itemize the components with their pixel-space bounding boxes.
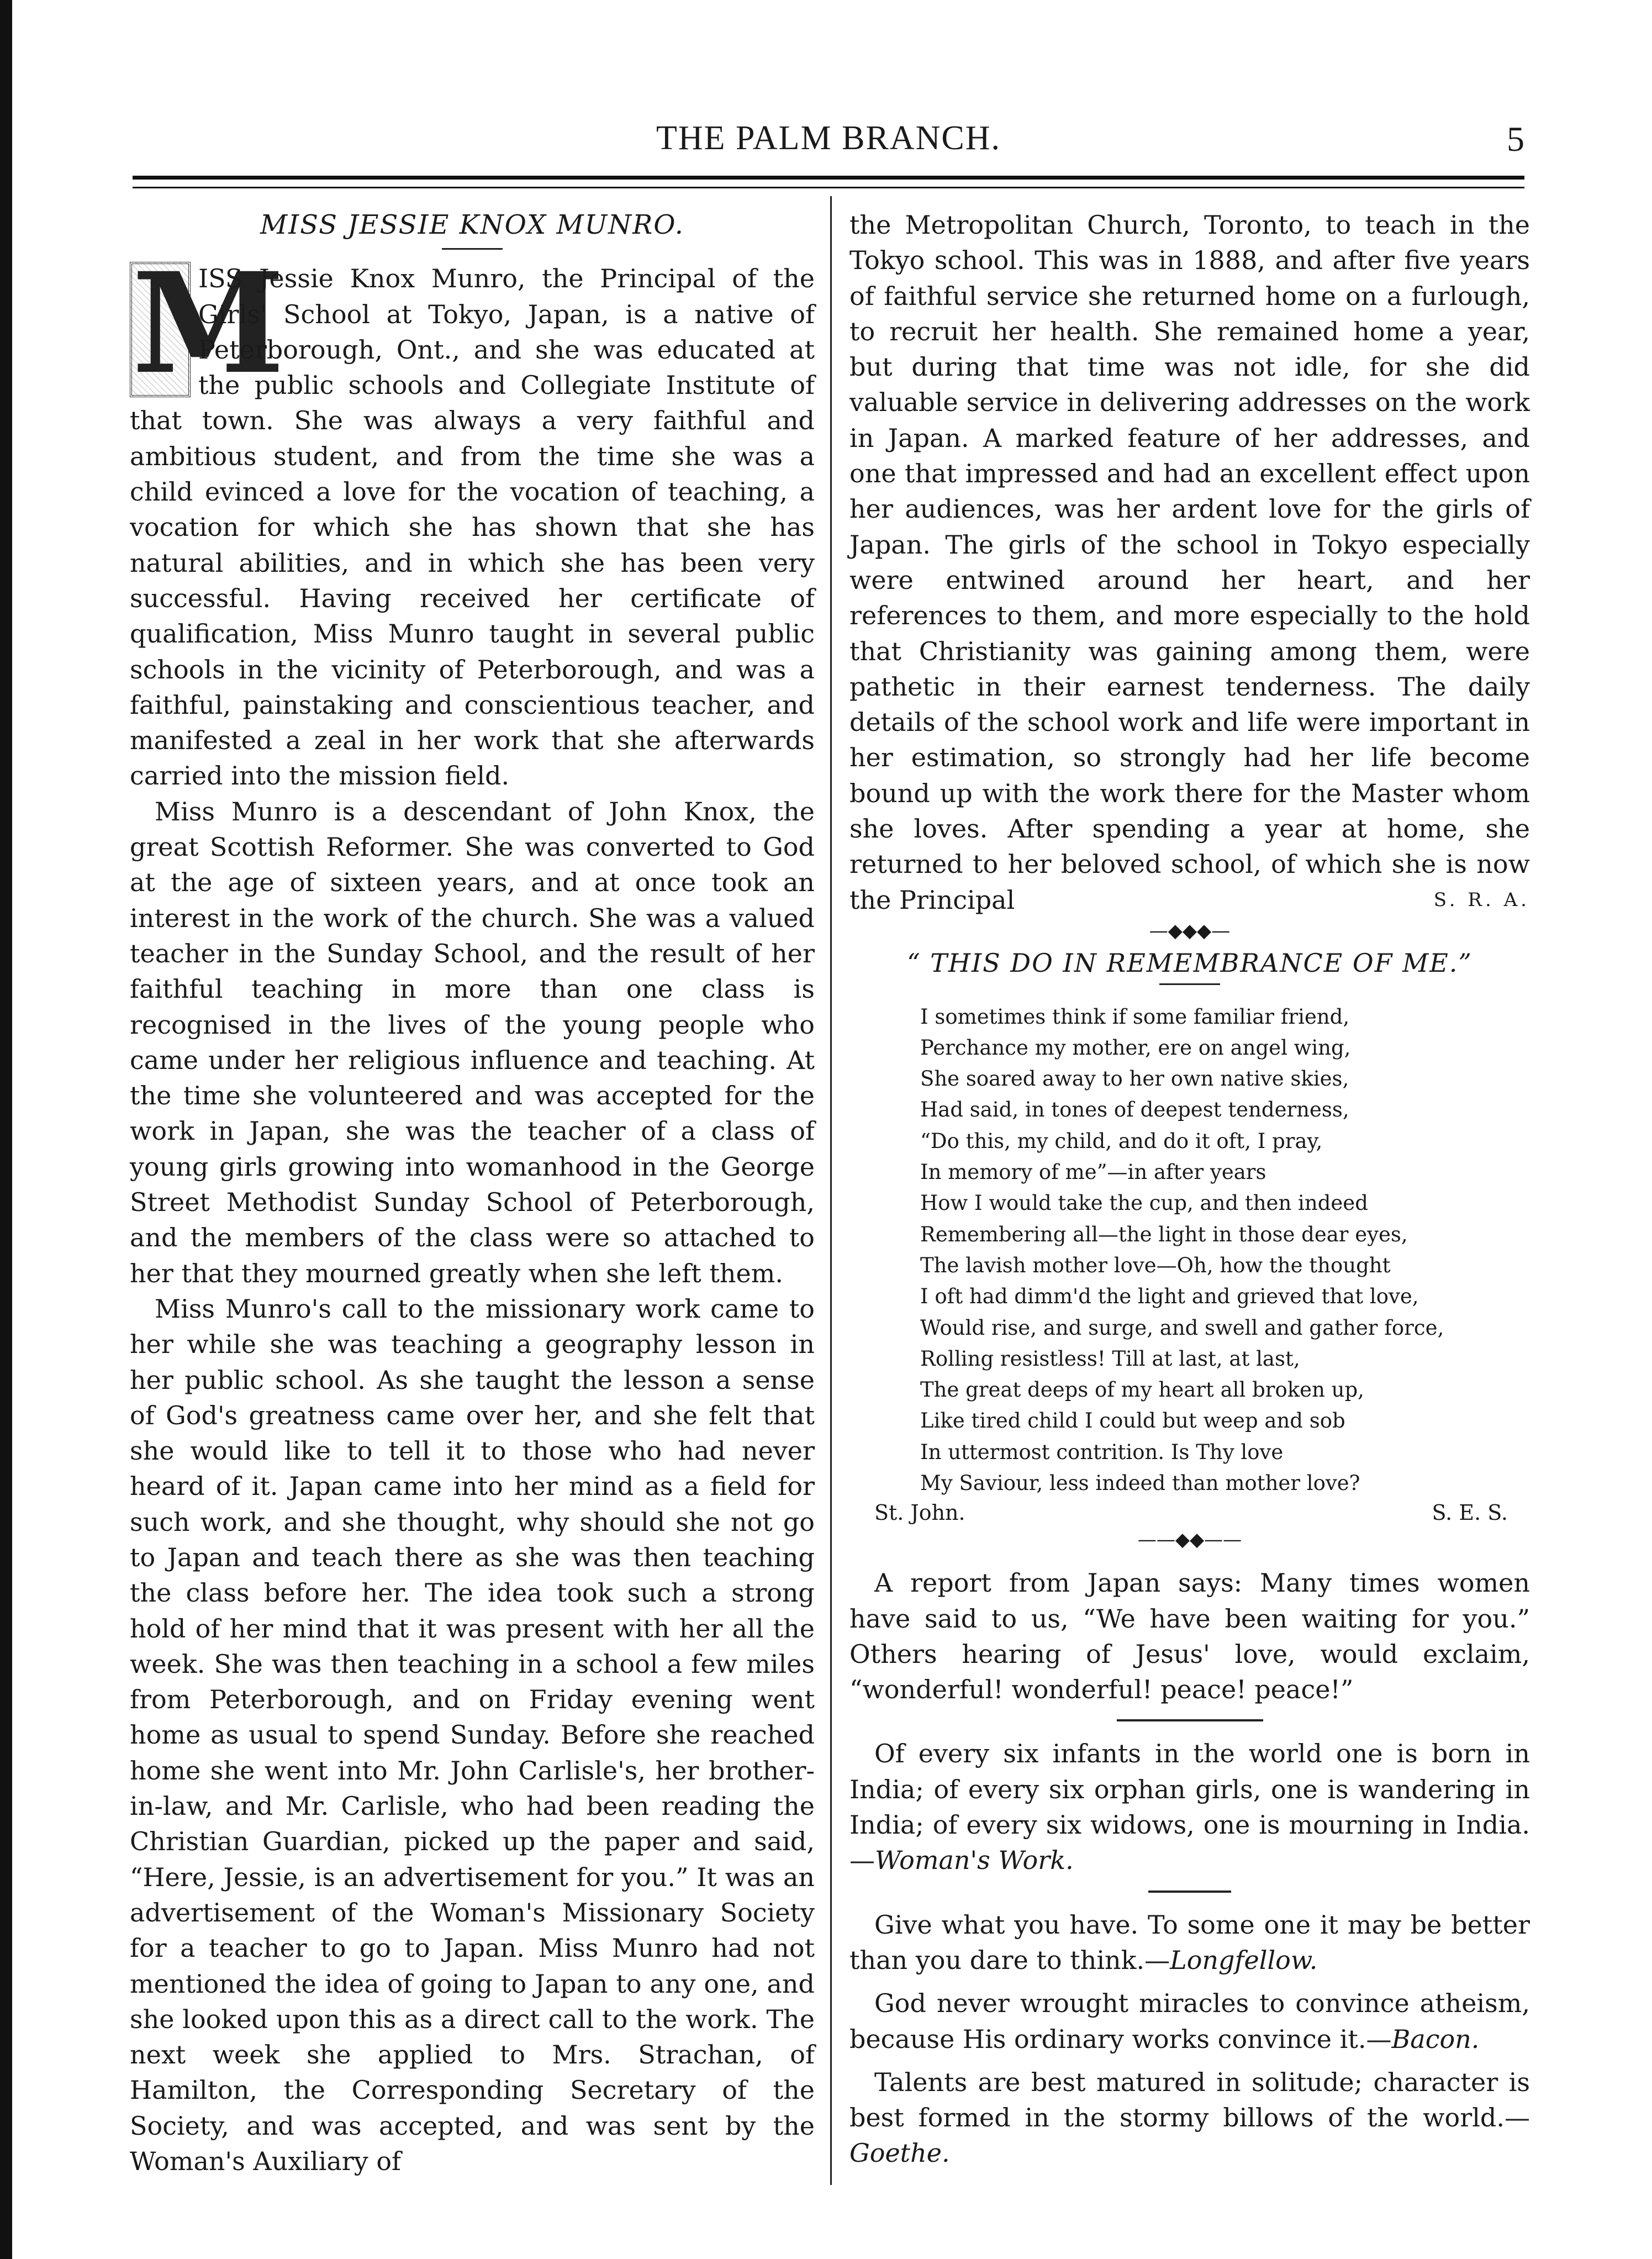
india-paragraph: [849, 1736, 1530, 1878]
paragraph-text: ISS Jessie Knox Munro, the Principal of the Girls' School at Tokyo, Japan, is a native of Peterborough, Ont., and she was educated at the public schools and Collegiate Institute of that town. She was always a very faithful and ambitious student, and from the time she was a child evinced a love for the vocation of teaching, a vocation for which she has shown that she has natural abilities, and in which she has been very successful. Having received her certificate of qualification, Miss Munro taught in several public schools in the vicinity of Peterborough, and was a faithful, painstaking and conscientious teacher, and manifested a zeal in her work that she afterwards carried into the mission field.: [130, 264, 815, 791]
page-header: [133, 119, 1524, 163]
article-paragraph-2: Miss Munro is a descendant of John Knox, the great Scottish Reformer. She was converted to God at the age of sixteen years, and at once took an interest in the work of the church. She was a valued teacher in the Sunday School, and the result of her faithful teaching in more than one class is recognised in the lives of the young people who came under her religious influence and teaching. At the time she volunteered and was accepted for the work in Japan, she was the teacher of a class of young girls growing into womanhood in the George Street Methodist Sunday School of Peterborough, and the members of the class were so attached to her that they mourned greatly when she left them.: [130, 796, 815, 1288]
article-paragraph-1: [130, 242, 815, 793]
poem-title: “ THIS DO IN REMEMBRANCE OF ME.”: [907, 948, 1472, 978]
article-signoff: S. R. A.: [1433, 888, 1530, 911]
poem-author: S. E. S.: [1432, 1500, 1508, 1525]
ornament-divider: ——◆◆——: [1137, 1529, 1242, 1551]
paragraph-text: Give what you have. To some one it may be better than you dare to think.—: [849, 1909, 1530, 1975]
japan-report-paragraph: A report from Japan says: Many times women have said to us, “We have been waiting for you.” Others hearing of Jesus' love, would exclaim, “wonderful! wonderful! peace! peace!”: [849, 1568, 1530, 1705]
poem-line: How I would take the cup, and then indeed: [920, 1191, 1368, 1215]
header-rule-thick: [133, 176, 1524, 180]
title-rule: [442, 248, 503, 250]
section-divider: [1148, 1891, 1231, 1893]
right-column: [849, 207, 1530, 2171]
poem-line: I oft had dimm'd the light and grieved that love,: [920, 1284, 1419, 1309]
poem-body: [849, 1002, 1530, 1499]
poem-line: Rolling resistless! Till at last, at last,: [920, 1346, 1300, 1371]
poem-line: Remembering all—the light in those dear eyes,: [920, 1222, 1408, 1246]
poem-line: Would rise, and surge, and swell and gather force,: [920, 1315, 1444, 1340]
publication-title: THE PALM BRANCH.: [656, 119, 1001, 157]
dropcap-letter: M: [130, 262, 191, 397]
poem-footer: [849, 1499, 1530, 1526]
paragraph-text: Talents are best matured in solitude; character is best formed in the stormy billows of the world.—: [849, 2067, 1530, 2133]
poem-source: St. John.: [874, 1500, 965, 1525]
god-quote: [849, 1986, 1530, 2057]
poem-line: Had said, in tones of deepest tenderness,: [920, 1098, 1349, 1122]
poem-line: She soared away to her own native skies,: [920, 1067, 1349, 1091]
ornament-divider: —◆◆◆—: [1149, 920, 1231, 942]
article-title: MISS JESSIE KNOX MUNRO.: [260, 209, 685, 240]
article-paragraph-4: the Metropolitan Church, Toronto, to teach in the Tokyo school. This was in 1888, and after five years of faithful service she returned home on a furlough, to recruit her health. She remained home a year, but during that time was not idle, for she did valuable service in delivering addresses on the work in Japan. A marked feature of her addresses, and one that impressed and had an excellent effect upon her audiences, was her ardent love for the girls of Japan. The girls of the school in Tokyo especially were entwined around her heart, and her references to them, and more especially to the hold that Christianity was gaining among them, were pathetic in their earnest tenderness. The daily details of the school work and life were important in her estimation, so strongly had her life become bound up with the work there for the Master whom she loves. After spending a year at home, she returned to her beloved school, of which she is now the Principal: [849, 210, 1530, 915]
poem-line: I sometimes think if some familiar friend,: [920, 1004, 1350, 1029]
give-quote: [849, 1907, 1530, 1978]
quote-source: Longfellow.: [1170, 1945, 1318, 1975]
paragraph-text: Of every six infants in the world one is born in India; of every six orphan girls, one is wandering in India; of every six widows, one is mourning in India.—: [849, 1739, 1530, 1876]
poem-line: My Saviour, less indeed than mother love?: [920, 1471, 1360, 1495]
poem-title-rule: [1159, 983, 1220, 985]
poem-line: “Do this, my child, and do it oft, I pray,: [920, 1129, 1323, 1153]
poem-line: In memory of me”—in after years: [920, 1160, 1266, 1184]
article-paragraph-3: Miss Munro's call to the missionary work came to her while she was teaching a geography lesson in her public school. As she taught the lesson a sense of God's greatness came over her, and she felt that she would like to tell it to those who had never heard of it. Japan came into her mind as a field for such work, and she thought, why should she not go to Japan and teach there as she was then teaching the class before her. The idea took such a strong hold of her mind that it was present with her all the week. She was then teaching in a school a few miles from Peterborough, and on Friday evening went home as usual to spend Sunday. Before she reached home she went into Mr. John Carlisle's, her brother-in-law, and Mr. Carlisle, who had been reading the Christian Guardian, picked up the paper and said, “Here, Jessie, is an advertisement for you.” It was an advertisement of the Woman's Missionary Society for a teacher to go to Japan. Miss Munro had not mentioned the idea of going to Japan to any one, and she looked upon this as a direct call to the work. The next week she applied to Mrs. Strachan, of Hamilton, the Corresponding Secretary of the Society, and was accepted, and was sent by the Woman's Auxiliary of: [130, 1293, 815, 2177]
poem-line: Perchance my mother, ere on angel wing,: [920, 1035, 1351, 1060]
paragraph-text: God never wrought miracles to convince atheism, because His ordinary works convince it.—: [849, 1988, 1530, 2054]
scan-edge: [0, 0, 12, 2259]
column-divider: [830, 196, 832, 2185]
poem-line: Like tired child I could but weep and sob: [920, 1409, 1345, 1433]
talents-quote: [849, 2065, 1530, 2171]
page-number: 5: [1507, 119, 1524, 159]
header-rule-thin: [133, 187, 1524, 188]
poem-line: The lavish mother love—Oh, how the thought: [920, 1253, 1391, 1277]
poem-line: In uttermost contrition. Is Thy love: [920, 1440, 1284, 1464]
quote-source: Goethe.: [849, 2138, 950, 2168]
section-divider: [1117, 1719, 1263, 1721]
left-column: [130, 207, 815, 2179]
quote-source: Bacon.: [1391, 2024, 1480, 2054]
poem-line: The great deeps of my heart all broken up,: [920, 1378, 1364, 1402]
quote-source: Woman's Work.: [875, 1845, 1074, 1876]
